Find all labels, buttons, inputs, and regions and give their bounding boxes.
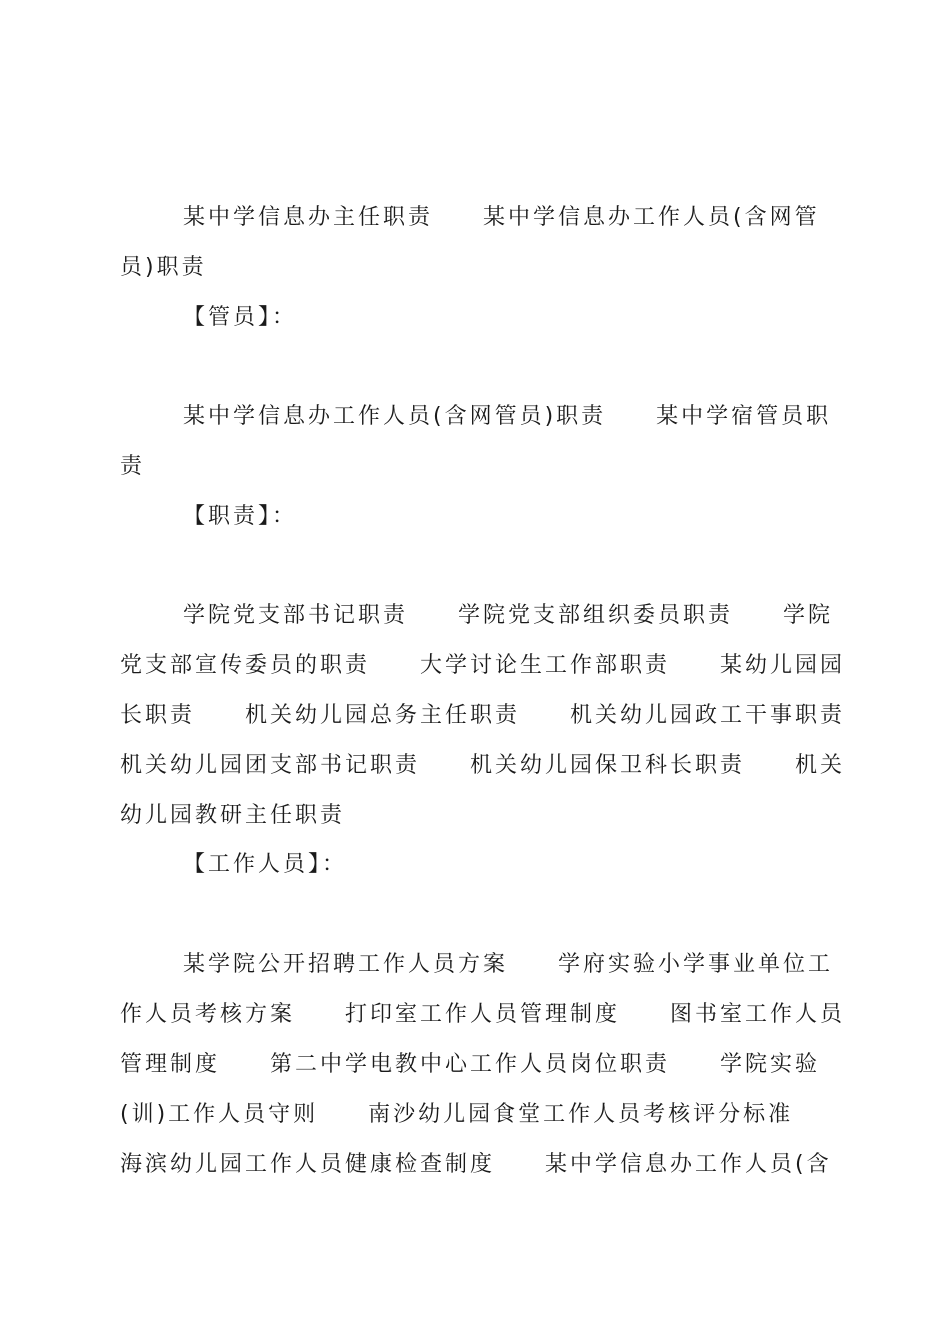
paragraph-3-line-4: 机关幼儿园团支部书记职责 机关幼儿园保卫科长职责 机关 [120, 753, 846, 778]
paragraph-3-line-3: 长职责 机关幼儿园总务主任职责 机关幼儿园政工干事职责 [120, 703, 846, 728]
section-heading-gongzuorenyuan: 【工作人员】： [183, 852, 348, 877]
section-heading-guanyuan: 【管员】： [183, 305, 298, 330]
paragraph-1-line-2: 员)职责 [120, 255, 207, 280]
paragraph-3-line-2: 党支部宣传委员的职责 大学讨论生工作部职责 某幼儿园园 [120, 653, 846, 678]
section-heading-zhize: 【职责】： [183, 504, 298, 529]
paragraph-4-line-3: 管理制度 第二中学电教中心工作人员岗位职责 学院实验 [120, 1052, 821, 1077]
paragraph-4-line-1: 某学院公开招聘工作人员方案 学府实验小学事业单位工 [183, 952, 834, 977]
paragraph-2-line-2: 责 [120, 454, 146, 479]
paragraph-4-line-4: (训)工作人员守则 南沙幼儿园食堂工作人员考核评分标准 [120, 1102, 794, 1127]
paragraph-4-line-5: 海滨幼儿园工作人员健康检查制度 某中学信息办工作人员(含 [120, 1152, 832, 1177]
paragraph-3-line-5: 幼儿园教研主任职责 [120, 803, 346, 828]
paragraph-4-line-2: 作人员考核方案 打印室工作人员管理制度 图书室工作人员 [120, 1002, 846, 1027]
paragraph-2-line-1: 某中学信息办工作人员(含网管员)职责 某中学宿管员职 [183, 404, 832, 429]
paragraph-3-line-1: 学院党支部书记职责 学院党支部组织委员职责 学院 [183, 603, 834, 628]
paragraph-1-line-1: 某中学信息办主任职责 某中学信息办工作人员(含网管 [183, 205, 820, 230]
